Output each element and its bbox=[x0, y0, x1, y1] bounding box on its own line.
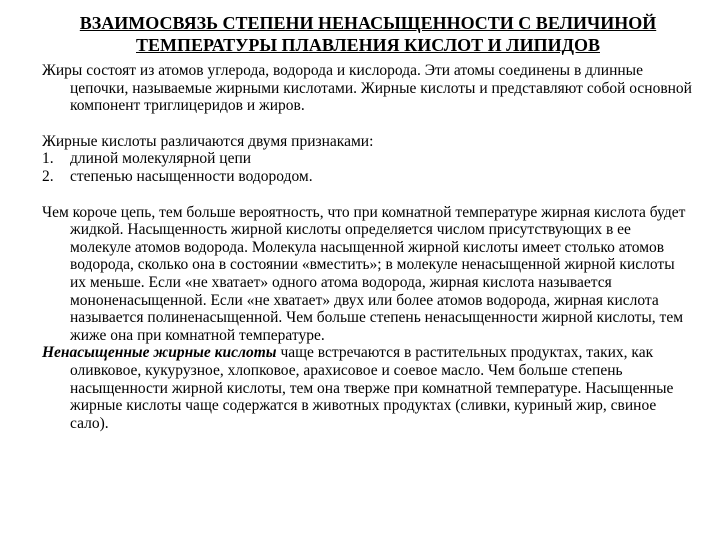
intro-paragraph: Жиры состоят из атомов углерода, водорода и кислорода. Эти атомы соединены в длинные цепочки, называемые жирными кислотами. Жирные кислоты и представляют собой основной компонент триглицеридов и жиров. bbox=[42, 62, 692, 115]
spacer bbox=[42, 115, 694, 133]
feature-list bbox=[42, 150, 694, 185]
main-paragraph: Чем короче цепь, тем больше вероятность, что при комнатной температуре жирная кислота будет жидкой. Насыщенность жирной кислоты определяется числом присутствующих в ее молекуле атомов водорода. Молекула насыщенной жирной кислоты имеет столько атомов водорода, сколько она в состоянии «вместить»; в молекуле ненасыщенной жирной кислоты их меньше. Если «не хватает» одного атома водорода, жирная кислота называется мононенасыщенной. Если «не хватает» двух или более атомов водорода, жирная кислота называется полиненасыщенной. Чем больше степень ненасыщенности жирной кислоты, тем жиже она при комнатной температуре. bbox=[42, 203, 686, 344]
spacer bbox=[42, 186, 694, 204]
slide-title: ВЗАИМОСВЯЗЬ СТЕПЕНИ НЕНАСЫЩЕННОСТИ С ВЕЛИЧИНОЙ ТЕМПЕРАТУРЫ ПЛАВЛЕНИЯ КИСЛОТ И ЛИПИДОВ bbox=[79, 13, 657, 55]
list-item-number: 2. bbox=[42, 167, 54, 185]
list-item bbox=[42, 168, 694, 186]
list-heading: Жирные кислоты различаются двумя признаками: bbox=[42, 132, 374, 150]
last-paragraph-text: чаще встречаются в растительных продуктах, таких, как оливковое, кукурузное, хлопковое, арахисовое и соевое масло. Чем больше степень насыщенности жирной кислоты, тем она тверже при комнатной температуре. Насыщенные жирные кислоты чаще содержатся в животных продуктах (сливки, куриный жир, свиное сало). bbox=[70, 344, 674, 432]
list-item-number: 1. bbox=[42, 150, 54, 168]
emphasized-term: Ненасыщенные жирные кислоты bbox=[42, 344, 277, 362]
list-item-text: длиной молекулярной цепи bbox=[70, 150, 252, 168]
last-paragraph bbox=[42, 344, 694, 432]
list-item bbox=[42, 150, 694, 168]
list-item-text: степенью насыщенности водородом. bbox=[70, 167, 313, 185]
